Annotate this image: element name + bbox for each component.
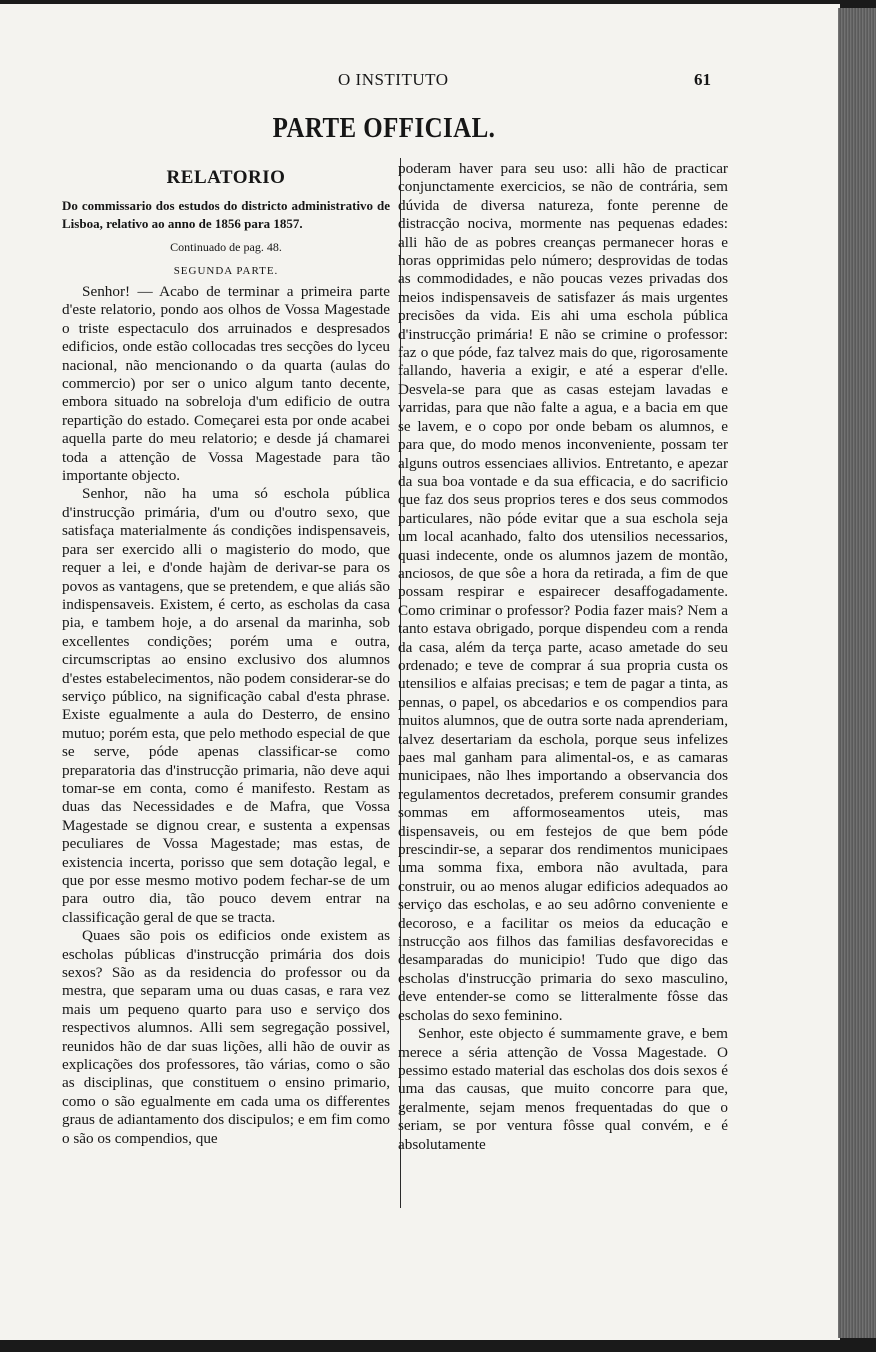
part-heading: SEGUNDA PARTE. xyxy=(173,265,279,277)
page-stack-edge xyxy=(838,8,876,1338)
continued-note: Continuado de pag. 48. xyxy=(170,240,282,254)
right-column-text xyxy=(398,160,728,1154)
right-column xyxy=(398,160,728,1154)
section-title: PARTE OFFICIAL. xyxy=(272,112,496,144)
page-number: 61 xyxy=(694,70,711,89)
paragraph: Senhor! — Acabo de terminar a primeira parte d'este relatorio, pondo aos olhos de Vossa Magestade o triste espectaculo dos arruinados e despresados edificios, onde estão collocadas tres secções do lyceu nacional, não mencionando o da quarta (aulas do commercio) por ser o unico algum tanto decente, embora situado na sobreloja d'um edificio de outra repartição do estado. Começarei esta por onde acabei aquella parte do meu relatorio; e desde já chamarei toda a attenção de Vossa Magestade para tão importante objecto. xyxy=(62,283,390,485)
report-subtitle: Do commissario dos estudos do districto administrativo de Lisboa, relativo ao anno de 1856 para 1857. xyxy=(62,198,390,231)
paragraph: Senhor, não ha uma só eschola pública d'instrucção primária, d'um ou d'outro sexo, que satisfaça materialmente ás condições indispensaveis, para ser exercido alli o magisterio do modo, que requer a lei, e d'onde hajàm de derivar-se para os povos as vantagens, que se pretendem, e que aliás são indispensaveis. Existem, é certo, as escholas da casa pia, e tambem hoje, a do arsenal da marinha, sob excellentes condições; porém uma e outra, circumscriptas ao ensino exclusivo dos alumnos d'estes estabelecimentos, não podem considerar-se do serviço público, na significação cabal d'esta phrase. Existe egualmente a aula do Desterro, de ensino mutuo; porém esta, que pelo methodo especial de que se serve, póde apenas classificar-se como preparatoria das d'instrucção primaria, não deve aqui tomar-se em conta, como é manifesto. Restam as duas das Necessidades e de Mafra, que Vossa Magestade se dignou crear, e sustenta a expensas peculiares de Vossa Magestade; mas estas, de existencia incerta, porisso que sem dotação legal, e que por esse mesmo motivo podem fechar-se de um para outro dia, tão pouco devem entrar na classificação geral de que se tracta. xyxy=(62,485,390,926)
paragraph: Senhor, este objecto é summamente grave, e bem merece a séria attenção de Vossa Magestade. O pessimo estado material das escholas dos dois sexos é uma das causas, que muito concorre para que, geralmente, sejam menos frequentadas do que o seriam, se por ventura fôsse qual convém, e é absolutamente xyxy=(398,1025,728,1153)
left-column xyxy=(62,160,390,1148)
paragraph: Quaes são pois os edificios onde existem as escholas públicas d'instrucção primária dos dois sexos? São as da residencia do professor ou da mestra, que separam uma ou duas casas, e rara vez mais um pequeno quarto para uso e serviço dos respectivos alumnos. Alli sem segregação possivel, reunidos hão de dar suas lições, alli hão de ouvir as explicações dos professores, tão várias, como o são as disciplinas, que constituem o ensino primario, como o são egualmente em cada uma os differentes graus de adiantamento dos discipulos; e em fim como o são os compendios, que xyxy=(62,927,390,1147)
paragraph: poderam haver para seu uso: alli hão de practicar conjunctamente exercicios, se não de contrária, sem dúvida de diversa natureza, fonte perenne de distracção nociva, mormente nas pequenas edades: alli hão de as pobres creanças permanecer horas e horas opprimidas pelo número; desprovidas de todas as commodidades, e não poucas vezes privadas dos meios indispensaveis de satisfazer ás mais urgentes precisões da vida. Eis ahi uma eschola pública d'instrucção primária! E não se crimine o professor: faz o que póde, faz talvez mais do que, rigorosamente fallando, haveria a exigir, e até a esperar d'elle. Desvela-se para que as casas estejam lavadas e varridas, para que não falte a agua, e a bacia em que se lavem, e o copo por onde bebam os alumnos, e para que, do modo menos inconveniente, possam ter alguns outros essenciaes allivios. Entretanto, e apezar da sua boa vontade e da sua efficacia, e do sacrificio que faz dos seus proprios teres e dos seus commodos particulares, não póde evitar que a sua eschola seja um local acanhado, falto dos utensilios necessarios, quasi indecente, onde os alumnos jazem de montão, anciosos, de que sôe a hora da retirada, a fim de que possam respirar e espairecer desaffogadamente. Como criminar o professor? Podia fazer mais? Nem a tanto estava obrigado, porque dispendeu com a renda da casa, além da terça parte, acaso ametade do seu ordenado; e teve de comprar á sua propria custa os utensilios e alfaias precisas; e tem de pagar a tinta, as pennas, o papel, os abcedarios e os compendios para muitos alumnos, que de outra sorte nada aprenderiam, talvez desertariam da eschola, porque seus infelizes paes mal ganham para alimental-os, e as camaras municipaes, não lhes importando a observancia dos regulamentos decretados, preferem consumir grandes sommas em afformoseamentos uteis, mas dispensaveis, ou em festejos de que bem póde prescindir-se, a separar dos rendimentos municipaes uma somma fixa, embora não avultada, para construir, ou ao menos alugar edificios adequados ao serviço das escholas, e ao seu adôrno conveniente e decoroso, e a facilitar os meios da educação e instrucção aos filhos das familias desfavorecidas e desamparadas do municipio! Tudo que digo das escholas d'instrucção primaria do sexo masculino, deve entender-se como se litteralmente fôsse das escholas do sexo feminino. xyxy=(398,160,728,1024)
running-head: O INSTITUTO xyxy=(338,70,449,89)
left-column-text xyxy=(62,283,390,1148)
report-title: RELATORIO xyxy=(166,167,286,188)
